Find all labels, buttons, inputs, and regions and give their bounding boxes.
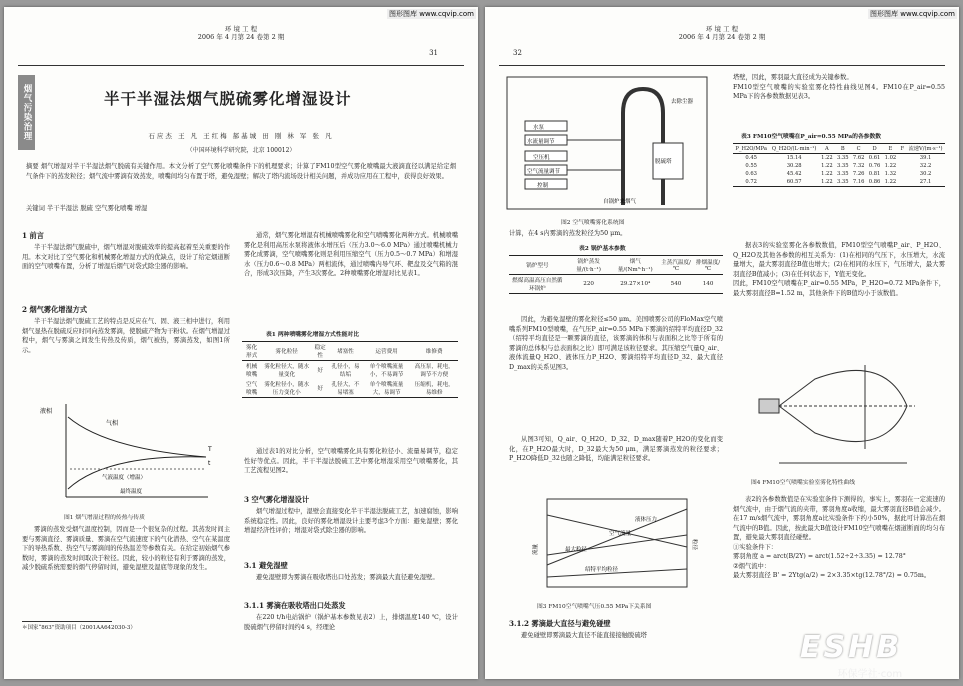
t3-cell: 0.45 — [745, 155, 757, 161]
t2-cell: 220 — [566, 275, 612, 294]
label-air-compressor: 空压机 — [533, 155, 550, 161]
t3-cell: 7.16 — [851, 178, 867, 187]
water-pump-box — [525, 121, 567, 131]
figure-3-caption: 图3 FM10空气喷嘴气压0.55 MPa下关系图 — [537, 604, 652, 610]
t3-cell: 3.35 — [836, 155, 849, 161]
t2-header: 锅炉型号 — [509, 256, 566, 275]
t1-header: 运营费用 — [363, 342, 411, 361]
t3-cell: 7.62 — [852, 155, 865, 161]
label-l4: 绍特平均粒径 — [585, 567, 619, 573]
running-header — [4, 25, 478, 41]
label-t1: T — [208, 446, 212, 453]
figure-2 — [503, 73, 713, 213]
section-3-1-heading: 3.1 避免湿壁 — [244, 561, 288, 570]
t1-header: 堵塞性 — [328, 342, 363, 361]
t3-cell: 0.63 — [745, 171, 757, 177]
t3-header: 流速V/(m·s⁻¹) — [906, 144, 945, 154]
table-1-caption: 表1 两种喷嘴雾化增湿方式性能对比 — [266, 332, 360, 338]
t3-cell: 39.1 — [919, 155, 932, 161]
authors: 石应杰 王 凡 王红梅 郝基城 田 刚 林 军 张 凡 — [148, 132, 334, 140]
t1-cell: 好 — [317, 368, 323, 374]
journal-name: 环 境 工 程 — [705, 25, 739, 33]
label-g: 气相 — [106, 420, 119, 427]
t3-cell: 7.26 — [852, 171, 865, 177]
t3-header: A — [819, 144, 835, 154]
t1-cell: 雾化粒径小，随水压力变化小 — [261, 379, 312, 398]
t1-cell: 孔径小，易结垢 — [331, 364, 360, 378]
plot-frame — [547, 499, 687, 587]
section-3-text: 烟气增湿过程中，湿壁会直接变化半干半湿法脱硫工艺，加速腐蚀，影响系统稳定性。因此，良好的雾化增湿设计主要考虑3个方面：避免湿壁；雾化增湿经济性评价；增湿对袋式除尘器的影响。 — [244, 508, 458, 534]
header-rule — [499, 65, 945, 66]
t3-cell: 30.28 — [786, 163, 802, 169]
institution: （中国环境科学研究院，北京 100012） — [186, 147, 296, 154]
figure-2-caption: 图2 空气喷嘴雾化系统图 — [561, 220, 625, 226]
t2-header: 主蒸汽温度/℃ — [659, 256, 693, 275]
t1-cell: 压缩机，耗电，易维修 — [410, 379, 458, 398]
t1-header: 稳定性 — [312, 342, 328, 361]
figure-1 — [36, 399, 216, 509]
paper-title: 半干半湿法烟气脱硫雾化增湿设计 — [104, 89, 352, 108]
t1-cell: 机械喷嘴 — [246, 364, 258, 378]
footnote: ＊国家“863”资助项目（2001AA642030-3） — [22, 625, 136, 631]
gas-temp-curve — [68, 417, 206, 457]
section-3-1-text: 避免湿壁即为雾滴在吸收塔出口处蒸发；雾滴最大直径避免湿壁。 — [256, 574, 439, 581]
issue-info: 2006 年 4 月第 24 卷第 2 期 — [197, 33, 285, 41]
t3-cell: 1.32 — [884, 171, 897, 177]
label-air-flow: 空气流量调节 — [527, 169, 561, 175]
c2-paragraph-2: 通过表1的对比分析，空气喷嘴雾化具有雾化粒径小、流量易调节，稳定性好等优点。因此，半干半湿法脱硫工艺中雾化增湿采用空气喷嘴雾化，其工艺流程见图2。 — [244, 448, 458, 474]
t3-cell: 1.22 — [821, 163, 833, 169]
t3-cell — [898, 178, 906, 187]
figure-1-caption: 图1 烟气增湿过程的传热与传质 — [64, 515, 145, 521]
section-2-heading: 2 烟气雾化增湿方式 — [22, 305, 88, 314]
header-rule — [18, 65, 464, 66]
liquid-temp-curve — [68, 457, 206, 489]
table-row — [242, 361, 458, 380]
t3-header: C — [851, 144, 867, 154]
table-2 — [509, 255, 723, 294]
section-3-heading: 3 空气雾化增湿设计 — [244, 495, 310, 504]
t1-cell: 空气喷嘴 — [242, 379, 261, 398]
table-row — [509, 275, 723, 294]
issue-info: 2006 年 4 月第 24 卷第 2 期 — [678, 33, 766, 41]
paragraph-flomax: 因此，为避免湿壁的雾化粒径≤50 μm。美国喷雾公司的FloMax空气喷嘴系列FM10型喷嘴，在气压P_air=0.55 MPa下雾滴的绍特平均直径D_32（绍特平均直径是一颗雾滴的直径，该雾滴的体积与表面积之比等于所有的雾滴的总体积与总表面积之比）即可满足该粒径要求。其压缩空气量Q_air、液体流量Q_H2O、液体压力P_H2O、雾滴绍特平均直径D_32、最大直径D_max的关系见图3。 — [509, 316, 723, 371]
t1-header: 雾化形式 — [242, 342, 261, 361]
t3-cell: 1.22 — [821, 171, 833, 177]
t2-cell: 29.27×10⁴ — [612, 275, 659, 294]
t3-cell: 3.35 — [835, 178, 851, 187]
line-liquid-pressure — [547, 509, 687, 565]
t3-cell: 0.81 — [868, 171, 881, 177]
page-number: 32 — [513, 49, 522, 57]
t2-header: 烟气量/(Nm³·h⁻¹) — [612, 256, 659, 275]
t1-cell: 好 — [312, 379, 328, 398]
watermark: 图形图库 www.cqvip.com — [870, 10, 955, 18]
table-row — [242, 379, 458, 398]
table-row — [733, 154, 945, 163]
t3-header: P_H2O/MPa — [733, 144, 769, 154]
c2-paragraph-1: 塔壁，因此，雾羽最大直径成为关键参数。 FM10型空气喷嘴的实验室雾化特性曲线见图4。FM10在P_air=0.55 MPa下的各参数数据见表3。 — [733, 74, 945, 100]
c2-paragraph-2: 据表3的实验室雾化各参数数值，FM10型空气喷嘴P_air、P_H2O、Q_H2O及其他各参数的相互关系为：(1)在相同的气压下，水压增大，水流量增大，最大雾羽直径B值也增大；(2)在相同的水压下，气压增大，最大雾羽直径B值减小；(3)在任何状态下，Y值无变化。 因此，FM10空气喷嘴在P_air=0.55 MPa，P_H2O=0.72 MPa条件下，最大雾羽直径B=1.52 m，其他条件下的B值均小于该数值。 — [733, 242, 945, 297]
label-t: 液相 — [40, 408, 53, 415]
section-3-1-2-text: 避免碰壁即雾滴最大直径不能直接接触脱硫塔 — [521, 632, 647, 639]
t3-cell: 0.55 — [745, 163, 757, 169]
t1-cell: 单个喷嘴流量小，不易调节 — [369, 364, 404, 378]
section-2-text: 半干半湿法烟气脱硫工艺的特点是反应在气、固、液三相中进行，利用烟气显热在脱硫反应时同向蒸发雾滴，使脱硫产物为干粉状。在烟气增湿过程中，烟气与雾滴之间发生传热及传质，烟气被热，雾滴蒸发，如图1所示。 — [22, 318, 230, 354]
t1-cell: 高压泵，耗电，调节不方便 — [414, 364, 454, 378]
t1-cell: 雾化粒径大，随水量变化 — [264, 364, 310, 378]
section-3-1-2-heading: 3.1.2 雾滴最大直径与避免碰壁 — [509, 619, 611, 628]
t3-header: B — [835, 144, 851, 154]
t3-cell: 3.35 — [836, 163, 849, 169]
label-t2: t — [208, 460, 211, 467]
spray-plume — [779, 370, 907, 441]
paragraph-fig3: 从图3可知，Q_air、Q_H2O、D_32、D_max随着P_H2O的变化而变化，在P_H2O最大时，D_32最大为50 μm，满足雾滴蒸发的粒径要求；P_H2O降低D_32也随之降低，均能满足粒径要求。 — [509, 436, 723, 462]
section-3-1-1-heading: 3.1.1 雾滴在吸收塔出口处蒸发 — [244, 601, 346, 610]
watermark: 图形图库 www.cqvip.com — [389, 10, 474, 18]
section-1-text: 半干半湿法烟气脱硫中，烟气增湿对脱硫效率的提高起着至关重要的作用。本文对比了空气雾化和机械雾化增湿方式的优缺点，设计了给定烟道断面的空气喷嘴布置，分析了增湿后烟气对袋式除尘器的影响。 — [22, 244, 230, 270]
c2-paragraph-3: 表2的各参数数值是在实验室条件下测得的，事实上，雾羽在一定流速的烟气流中，由于烟气流的夹带，雾羽角度a收缩，最大雾羽直径B值会减少。在17 m/s烟气流中，雾羽角度a比实验条件下约小50%，据此可计算出在烟气流中的B值。因此，按此最大B值设计FM10空气喷嘴在烟道断面的均匀布置，避免最大雾羽直径碰壁。 ①实验条件下： 雾羽角度 a = arct(B/2Y) = arct(1.52÷2÷3.35) = 12.78° ②烟气流中： 最大雾羽直径 B' = 2Ytg(a/2) = 2×3.35×tg(12.78°/2) = 0.75m。 — [733, 496, 945, 579]
t3-header: D — [867, 144, 883, 154]
table-row — [733, 170, 945, 178]
logo-subtext: 环保学社·com — [837, 669, 903, 680]
page-number: 31 — [429, 49, 438, 57]
t3-header: Q_H2O/(L·min⁻¹) — [769, 144, 819, 154]
t3-cell: 32.2 — [919, 163, 932, 169]
section-3-1-1-text: 在220 t/h电站锅炉（锅炉基本参数见表2）上，排烟温度140 ℃，设计脱硫烟气停留时间约4 s，经理论 — [244, 614, 458, 631]
t3-cell: 30.2 — [919, 171, 932, 177]
t1-cell: 单个喷嘴流量大，易调节 — [363, 379, 411, 398]
label-l2: 空气流量 — [609, 531, 632, 537]
table-1 — [242, 341, 458, 398]
t3-cell: 0.61 — [868, 155, 881, 161]
t3-header: E — [883, 144, 899, 154]
label-inlet: 自锅炉来烟气 — [603, 199, 637, 205]
label-control: 控制 — [537, 183, 549, 189]
t3-cell: 3.35 — [836, 171, 849, 177]
nozzle — [759, 399, 779, 413]
c2-paragraph-1: 通常，烟气雾化增湿有机械喷嘴雾化和空气喷嘴雾化两种方式。机械喷嘴雾化是利用高压水泵将液体水增压后（压力3.0～6.0 MPa）通过喷嘴机械力雾化成雾滴，空气喷嘴雾化则是利用压缩空气（压力0.5～0.7 MPa）和增湿水（压力0.6～0.8 MPa）两相流体，通过喷嘴内导气环、靶盘及交气箱的混合，形成3次压降，产生3次雾化。2种喷嘴雾化增湿对比见表1。 — [244, 232, 458, 277]
t3-cell: 15.14 — [786, 155, 802, 161]
figure-4 — [755, 353, 925, 471]
t3-cell: 0.72 — [733, 178, 769, 187]
t3-cell: 45.42 — [786, 171, 802, 177]
t3-cell: 1.22 — [819, 178, 835, 187]
t3-cell: 1.02 — [884, 155, 897, 161]
t1-header: 雾化粒径 — [261, 342, 312, 361]
label-yr: 粒径 — [691, 539, 697, 551]
label-y: 最终温度 — [120, 489, 143, 495]
table-row — [733, 162, 945, 170]
t3-cell — [898, 170, 906, 178]
figure-4-caption: 图4 FM10空气喷嘴实验室雾化特性曲线 — [751, 480, 856, 486]
site-logo — [800, 630, 902, 680]
table-3 — [733, 143, 945, 187]
t3-cell: 60.57 — [769, 178, 819, 187]
footnote-rule — [22, 621, 112, 622]
t3-cell — [898, 154, 906, 163]
section-1-heading: 1 前言 — [22, 231, 44, 240]
journal-name: 环 境 工 程 — [224, 25, 258, 33]
t3-cell — [898, 162, 906, 170]
t1-cell: 孔径大，不易堵塞 — [328, 379, 363, 398]
keywords: 关键词 半干半湿法 脱硫 空气雾化喷嘴 增湿 — [26, 205, 148, 212]
label-outlet: 去除尘器 — [671, 99, 694, 105]
t3-cell: 1.22 — [883, 178, 899, 187]
t3-cell: 7.32 — [852, 163, 865, 169]
t2-cell: 540 — [659, 275, 693, 294]
t2-cell: 燃煤高温高压自然循环锅炉 — [509, 275, 566, 294]
t3-cell: 0.76 — [868, 163, 881, 169]
running-header — [485, 25, 959, 41]
t3-cell: 1.22 — [821, 155, 833, 161]
t2-header: 锅炉蒸发量/(t·h⁻¹) — [566, 256, 612, 275]
label-yl: 流量 — [533, 543, 539, 555]
t3-cell: 1.22 — [884, 163, 897, 169]
logo-text: ESHB — [800, 630, 903, 665]
t1-header: 维修费 — [410, 342, 458, 361]
paragraph-evap-size: 计算，在4 s内雾滴的蒸发粒径为50 μm。 — [509, 230, 627, 237]
section-tag: 烟气污染治理 — [18, 75, 35, 150]
table-3-caption: 表3 FM10空气喷嘴在P_air=0.55 MPa的各参数数 — [741, 134, 882, 140]
t3-cell: 27.1 — [906, 178, 945, 187]
label-z: 气液温度（增温） — [102, 475, 147, 481]
label-l3: 最大粒径 — [565, 547, 588, 553]
label-water-pump: 水泵 — [533, 125, 545, 131]
paragraph-evaporation: 雾滴的蒸发受烟气温度控制，因而是一个很复杂的过程。其蒸发时间主要与雾滴直径、雾滴质量、雾滴在空气流速度下的气化潜热、空气在某温度下的导热系数、热空气与雾滴间的传热温差等参数有关。在给定初始烟气参数时，雾滴的蒸发时间取决于粒径。因此，较小的粒径有利于雾滴的蒸发，减少脱硫系统需要的烟气停留时间，避免湿壁及湿底等现象的发生。 — [22, 526, 230, 571]
t2-header: 排烟温度/℃ — [693, 256, 723, 275]
left-page — [4, 7, 478, 679]
t3-header: F — [898, 144, 906, 154]
t2-cell: 140 — [693, 275, 723, 294]
label-water-flow: 水流量调节 — [527, 139, 555, 145]
table-row — [733, 178, 945, 187]
label-l1: 液体压力 — [635, 517, 658, 523]
t3-cell: 0.86 — [867, 178, 883, 187]
table-2-caption: 表2 锅炉基本参数 — [579, 246, 626, 252]
figure-3 — [525, 495, 715, 599]
right-page — [485, 7, 959, 679]
label-tower: 脱硫塔 — [655, 159, 672, 165]
abstract: 摘要 烟气增湿对半干半湿法烟气脱硫有关键作用。本文分析了空气雾化喷嘴条件下的机理要求；计算了FM10型空气雾化喷嘴最大液滴直径以满足给定烟气条件下的蒸发粒径；烟气流中雾滴有效蒸发，喷嘴间均匀布置于塔，避免湿壁；解决了塔内流场设计相关问题，并成功应用在工程中，获得良好效果。 — [26, 163, 456, 180]
